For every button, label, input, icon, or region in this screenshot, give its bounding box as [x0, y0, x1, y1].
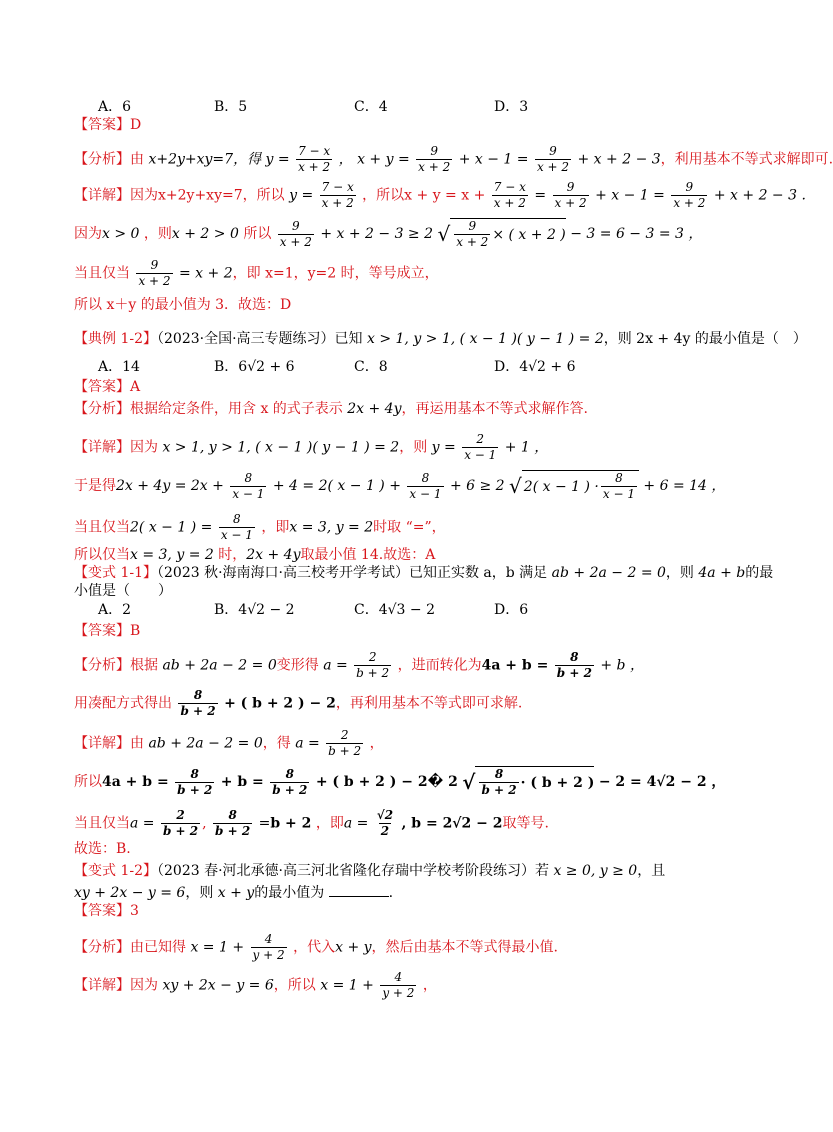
detail-line: 【详解】由 ab + 2a − 2 = 0，得 a = $\frac{2}{b + 2}$ ，	[74, 728, 384, 758]
detail-line-2: 因为x > 0 ，则x + 2 > 0 所以 $\frac{9}{x + 2}$ + x + 2 − 3 ≥ 2 √ $\frac{9}{x + 2}$ × ( x + 2 ) − 3 = 6 − 3 = 3 ，	[74, 218, 703, 249]
option-c: C．4√3 − 2	[354, 602, 435, 618]
option-d: D．4√2 + 6	[494, 359, 576, 375]
detail-line-3: 当且仅当a = $\frac{2}{b + 2}$ , $\frac{8}{b + 2}$ =b + 2 ，即a = $\frac{√2}{2}$ , b = 2√2 − 2取等号.	[74, 808, 549, 838]
detail-line-2: 于是得2x + 4y = 2x + $\frac{8}{x - 1}$ + 4 = 2( x − 1 ) + $\frac{8}{x - 1}$ + 6 ≥ 2 √ 2( x − 1 ) · $\frac{8}{x - 1}$ + 6 = 14 ，	[74, 470, 726, 501]
option-c: C．8	[354, 359, 388, 375]
answer-line: 【答案】D	[74, 117, 142, 133]
analysis-line-2: 用凑配方式得出 $\frac{8}{b + 2}$ + ( b + 2 ) − 2，再利用基本不等式即可求解.	[74, 688, 523, 718]
detail-line: 【详解】因为 x > 1, y > 1, ( x − 1 )( y − 1 ) = 2，则 y = $\frac{2}{x - 1}$ + 1 ，	[74, 432, 549, 462]
answer-line: 【答案】B	[74, 623, 141, 639]
analysis-line: 【分析】根据 ab + 2a − 2 = 0变形得 a = $\frac{2}{b + 2}$ ，进而转化为4a + b = $\frac{8}{b + 2}$ + b ，	[74, 650, 644, 680]
detail-line-4: 故选：B.	[74, 841, 131, 857]
variant-1-2-header-2: xy + 2x − y = 6，则 x + y的最小值为 .	[74, 885, 394, 901]
analysis-line: 【分析】根据给定条件，用含 x 的式子表示 2x + 4y，再运用基本不等式求解作答.	[74, 401, 588, 417]
option-a: A．2	[98, 602, 132, 618]
variant-1-2-header: 【变式 1-2】（2023 春·河北承德·高三河北省隆化存瑞中学校考阶段练习）若 x ≥ 0, y ≥ 0，且	[74, 863, 666, 879]
option-c: C．4	[354, 99, 388, 115]
detail-line-4: 所以 x＋y 的最小值为 3．故选：D	[74, 297, 292, 313]
example-1-2-header: 【典例 1-2】（2023·全国·高三专题练习）已知 x > 1, y > 1, ( x − 1 )( y − 1 ) = 2，则 2x + 4y 的最小值是（ ）	[74, 331, 807, 347]
option-a: A．6	[98, 99, 132, 115]
analysis-line: 【分析】由已知得 x = 1 + $\frac{4}{y + 2}$ ，代入x + y，然后由基本不等式得最小值.	[74, 932, 558, 962]
option-b: B．5	[214, 99, 248, 115]
option-d: D．6	[494, 602, 529, 618]
variant-1-1-header-2: 小值是（ ）	[74, 583, 172, 599]
answer-line: 【答案】3	[74, 903, 139, 919]
detail-line-4: 所以仅当x = 3, y = 2 时，2x + 4y取最小值 14.故选：A	[74, 547, 436, 563]
detail-line-2: 所以4a + b = $\frac{8}{b + 2}$ + b = $\frac{8}{b + 2}$ + ( b + 2 ) − 2� 2 √ $\frac{8}{b + 2}$ · ( b + 2 ) − 2 = 4√2 − 2 ，	[74, 766, 726, 797]
answer-line: 【答案】A	[74, 379, 141, 395]
detail-line: 【详解】因为x+2y+xy=7，所以 y = $\frac{7 - x}{x + 2}$ ，所以x + y = x + $\frac{7 - x}{x + 2}$ = $\frac{9}{x + 2}$ + x − 1 = $\frac{9}{x + 2}$ + x + 2 − 3 .	[74, 180, 806, 210]
option-a: A．14	[98, 359, 140, 375]
variant-1-1-header: 【变式 1-1】（2023 秋·海南海口·高三校考开学考试）已知正实数 a，b 满足 ab + 2a − 2 = 0，则 4a + b的最	[74, 565, 774, 581]
answer-blank	[329, 884, 389, 897]
detail-line: 【详解】因为 xy + 2x − y = 6，所以 x = 1 + $\frac{4}{y + 2}$ ，	[74, 970, 437, 1000]
detail-line-3: 当且仅当 $\frac{9}{x + 2}$ = x + 2，即 x=1，y=2 时，等号成立，	[74, 258, 439, 288]
analysis-line: 【分析】由 x+2y+xy=7，得 y = $\frac{7 - x}{x + 2}$ ， x + y = $\frac{9}{x + 2}$ + x − 1 = $\frac{9}{x + 2}$ + x + 2 − 3，利用基本不等式求解即可.	[74, 144, 833, 174]
detail-line-3: 当且仅当2( x − 1 ) = $\frac{8}{x - 1}$ ，即x = 3, y = 2时取 “=”，	[74, 512, 446, 542]
option-b: B．6√2 + 6	[214, 359, 295, 375]
option-d: D．3	[494, 99, 529, 115]
option-b: B．4√2 − 2	[214, 602, 295, 618]
